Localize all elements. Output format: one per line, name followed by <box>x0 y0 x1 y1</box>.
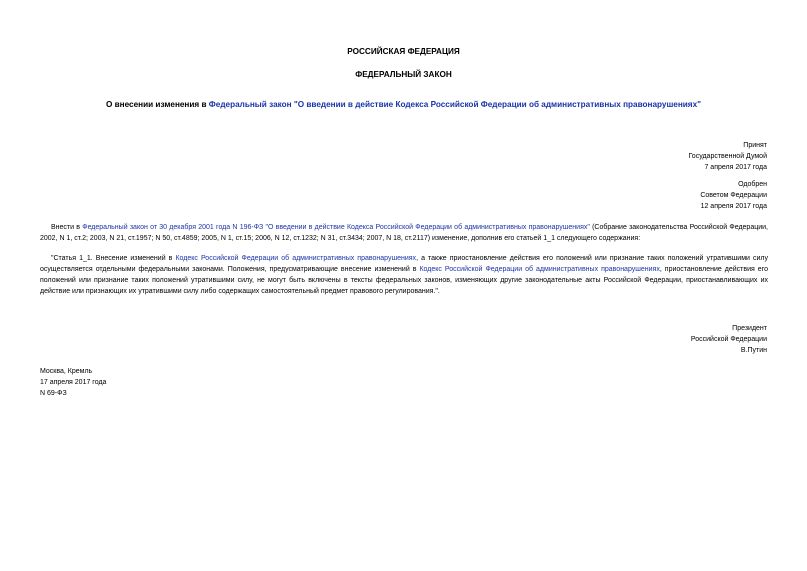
paragraph-amendment <box>40 222 768 244</box>
law-title-link[interactable]: Федеральный закон "О введении в действие Кодекса Российской Федерации об административных правонарушениях" <box>208 100 702 109</box>
paragraph-article <box>40 253 768 297</box>
place-line: Москва, Кремль <box>40 368 93 375</box>
koap-link-1[interactable]: Кодекс Российской Федерации об административных правонарушениях <box>175 255 417 262</box>
article-text-b: , а также приостановление действия его положений или признание таких положений утратившими силу осуществляется отдельными федеральными законами. Положения, предусматривающие внесение изменений в <box>40 255 768 273</box>
signature-line-2: Российской Федерации <box>690 336 767 343</box>
approval-block <box>467 179 767 212</box>
law-number-line: N 69-ФЗ <box>40 390 67 397</box>
paragraph-amendment-suffix: (Собрание законодательства Российской Федерации, 2002, N 1, ст.2; 2003, N 21, ст.1957; N 50, ст.4859; 2005, N 1, ст.15; 2006, N 12, ст.1232; N 31, ст.3434; 2007, N 18, ст.2117) изменение, дополнив его статьей 1_1 следующего содержания: <box>40 224 768 242</box>
koap-link-2[interactable]: Кодекс Российской Федерации об административных правонарушениях <box>419 266 660 273</box>
signature-line-3: В.Путин <box>740 347 767 354</box>
article-text-a: "Статья 1_1. Внесение изменений в <box>51 255 176 262</box>
place-date-block <box>40 366 240 399</box>
federal-law-196-link[interactable]: Федеральный закон от 30 декабря 2001 года N 196-ФЗ "О введении в действие Кодекса Российской Федерации об административных правонарушениях" <box>82 224 590 231</box>
law-type-heading: ФЕДЕРАЛЬНЫЙ ЗАКОН <box>355 70 452 79</box>
country-heading: РОССИЙСКАЯ ФЕДЕРАЦИЯ <box>347 47 460 56</box>
adoption-line-1: Принят <box>743 142 767 149</box>
paragraph-amendment-prefix: Внести в <box>51 224 83 231</box>
signature-line-1: Президент <box>732 325 767 332</box>
article-text-c: , приостановление действия его положений или признание таких положений утратившими силу, не могут быть включены в тексты федеральных законов, изменяющих другие законодательные акты Российской Федерации, приостанавливающих их действие или признающих их утратившими силу либо содержащих самостоятельный предмет правового регулирования.". <box>40 266 768 295</box>
law-title <box>40 99 767 110</box>
adoption-line-3: 7 апреля 2017 года <box>704 164 767 171</box>
law-title-prefix: О внесении изменения в <box>105 100 209 109</box>
approval-line-1: Одобрен <box>738 181 767 188</box>
signature-block <box>467 323 767 356</box>
adoption-line-2: Государственной Думой <box>688 153 767 160</box>
adoption-block <box>467 140 767 173</box>
approval-line-2: Советом Федерации <box>700 192 767 199</box>
date-line: 17 апреля 2017 года <box>40 379 107 386</box>
approval-line-3: 12 апреля 2017 года <box>700 203 767 210</box>
